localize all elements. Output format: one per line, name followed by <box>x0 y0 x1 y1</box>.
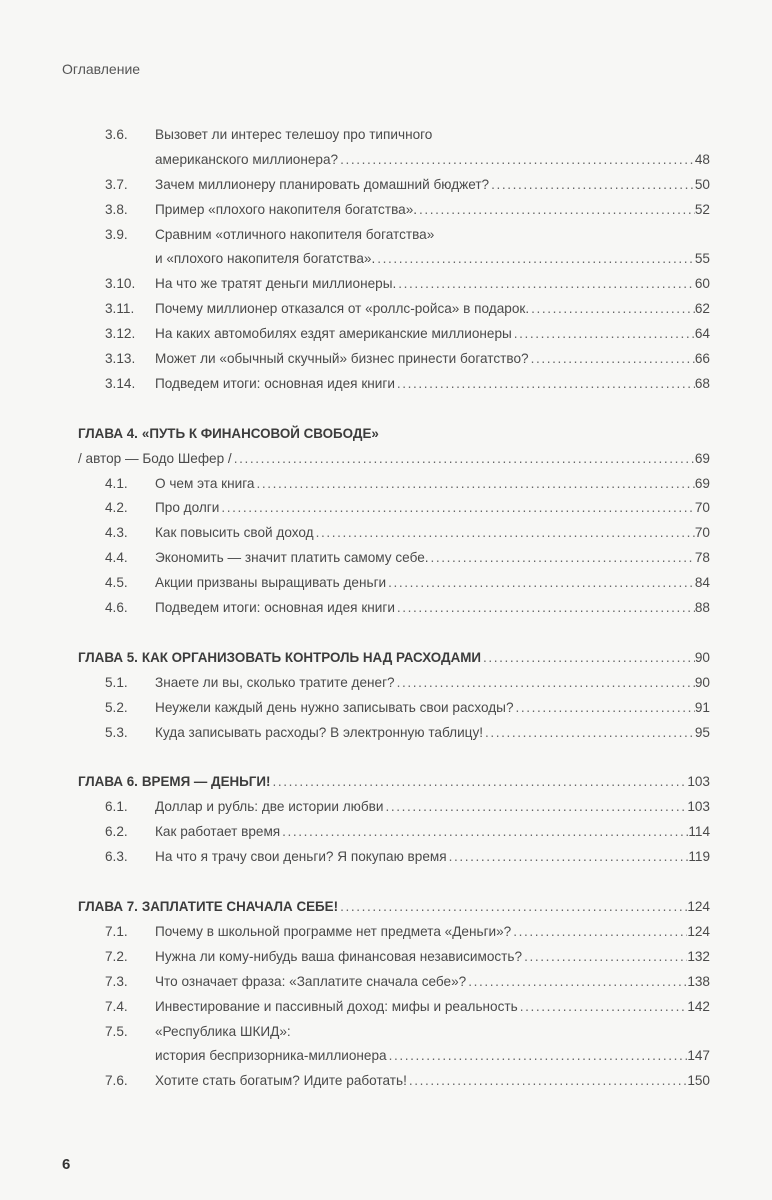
dot-leader <box>522 945 687 970</box>
entry-title: Хотите стать богатым? Идите работать! <box>155 1073 407 1089</box>
entry-wrap <box>155 297 710 322</box>
entry-number: 7.1. <box>105 923 128 939</box>
toc-section <box>0 770 772 870</box>
entry-wrap <box>155 1069 710 1094</box>
entry-page: 52 <box>694 201 710 217</box>
entry-number: 4.6. <box>105 600 128 616</box>
toc-section <box>0 646 772 746</box>
dot-leader <box>396 272 695 297</box>
chapter-heading-wrap <box>78 895 710 920</box>
entry-number: 3.9. <box>105 226 128 242</box>
toc-entry[interactable] <box>0 546 772 571</box>
entry-number: 3.12. <box>105 326 136 342</box>
entry-title: Доллар и рубль: две истории любви <box>155 799 384 815</box>
toc-entry[interactable] <box>0 1069 772 1094</box>
entry-wrap <box>155 845 710 870</box>
dot-leader <box>512 322 695 347</box>
entry-page: 68 <box>694 375 710 391</box>
dot-leader <box>481 646 695 671</box>
entry-page: 119 <box>688 849 710 865</box>
chapter-heading[interactable] <box>0 895 772 920</box>
entry-page: 95 <box>694 724 710 740</box>
dot-leader <box>386 571 695 596</box>
entry-number: 4.5. <box>105 575 128 591</box>
entry-title: Подведем итоги: основная идея книги <box>155 600 395 616</box>
entry-number: 7.5. <box>105 1023 128 1039</box>
page-number: 6 <box>62 1156 71 1173</box>
toc-entry[interactable] <box>0 1020 772 1045</box>
dot-leader <box>280 820 688 845</box>
entry-number: 6.3. <box>105 849 128 865</box>
entry-number: 7.3. <box>105 973 128 989</box>
toc-entry[interactable] <box>0 521 772 546</box>
chapter-title: «ПУТЬ К ФИНАНСОВОЙ СВОБОДЕ» <box>141 425 379 441</box>
entry-number: 7.6. <box>105 1073 128 1089</box>
chapter-label: ГЛАВА 5. <box>78 649 138 665</box>
entry-title: Пример «плохого накопителя богатства». <box>155 201 418 217</box>
entry-page: 64 <box>694 326 710 342</box>
dot-leader <box>447 845 689 870</box>
entry-page: 91 <box>694 699 710 715</box>
dot-leader <box>429 546 695 571</box>
entry-page: 55 <box>694 251 710 267</box>
entry-title: На что же тратят деньги миллионеры. <box>155 276 397 292</box>
toc-entry[interactable] <box>0 322 772 347</box>
entry-number: 5.2. <box>105 699 128 715</box>
entry-page: 124 <box>687 923 710 939</box>
entry-wrap <box>155 970 710 995</box>
entry-wrap <box>155 173 710 198</box>
entry-page: 138 <box>687 973 710 989</box>
chapter-page: 90 <box>694 649 710 665</box>
entry-page: 150 <box>687 1073 710 1089</box>
chapter-author: / автор — Бодо Шефер / <box>78 450 232 466</box>
entry-number: 3.7. <box>105 176 128 192</box>
dot-leader <box>338 895 687 920</box>
chapter-label: ГЛАВА 7. <box>78 899 138 915</box>
toc-entry[interactable] <box>0 671 772 696</box>
dot-leader <box>375 247 695 272</box>
dot-leader <box>219 496 695 521</box>
entry-title: На каких автомобилях ездят американские миллионеры <box>155 326 512 342</box>
chapter-page: 124 <box>687 899 710 915</box>
dot-leader <box>483 721 695 746</box>
entry-wrap <box>155 322 710 347</box>
entry-wrap <box>155 521 710 546</box>
chapter-heading-wrap <box>78 422 710 447</box>
entry-number: 5.1. <box>105 674 128 690</box>
entry-wrap <box>155 571 710 596</box>
entry-number: 4.3. <box>105 525 128 541</box>
dot-leader <box>529 347 695 372</box>
entry-page: 103 <box>687 799 710 815</box>
toc-entry[interactable] <box>0 496 772 521</box>
toc-entry[interactable] <box>0 820 772 845</box>
entry-number: 5.3. <box>105 724 128 740</box>
entry-wrap <box>155 920 710 945</box>
entry-wrap <box>155 496 710 521</box>
toc-entry[interactable] <box>0 845 772 870</box>
entry-page: 48 <box>694 151 710 167</box>
entry-title: «Республика ШКИД»: <box>155 1023 291 1039</box>
entry-wrap <box>155 123 710 148</box>
entry-page: 60 <box>694 276 710 292</box>
toc-entry[interactable] <box>0 247 772 272</box>
entry-page: 90 <box>694 674 710 690</box>
chapter-heading-wrap <box>78 770 710 795</box>
entry-wrap <box>155 198 710 223</box>
entry-title: история беспризорника-миллионера <box>155 1048 387 1064</box>
dot-leader <box>383 795 687 820</box>
running-head: Оглавление <box>62 61 141 77</box>
entry-number: 4.4. <box>105 550 128 566</box>
entry-page: 66 <box>694 351 710 367</box>
entry-page: 132 <box>687 948 710 964</box>
entry-title: Как повысить свой доход <box>155 525 314 541</box>
dot-leader <box>395 596 695 621</box>
table-of-contents <box>0 123 772 1119</box>
dot-leader <box>529 297 695 322</box>
entry-wrap <box>155 347 710 372</box>
toc-entry[interactable] <box>0 347 772 372</box>
entry-title: Почему в школьной программе нет предмета «Деньги»? <box>155 923 512 939</box>
toc-entry[interactable] <box>0 721 772 746</box>
dot-leader <box>511 920 687 945</box>
toc-entry[interactable] <box>0 995 772 1020</box>
dot-leader <box>417 198 695 223</box>
toc-entry[interactable] <box>0 173 772 198</box>
entry-wrap <box>155 546 710 571</box>
entry-page: 142 <box>687 998 710 1014</box>
chapter-page: 103 <box>687 774 710 790</box>
toc-entry[interactable] <box>0 970 772 995</box>
toc-entry[interactable] <box>0 696 772 721</box>
dot-leader <box>314 521 695 546</box>
toc-entry[interactable] <box>0 148 772 173</box>
entry-title: Знаете ли вы, сколько тратите денег? <box>155 674 395 690</box>
entry-number: 3.10. <box>105 276 136 292</box>
entry-title: Неужели каждый день нужно записывать свои расходы? <box>155 699 514 715</box>
entry-number: 7.2. <box>105 948 128 964</box>
entry-wrap <box>155 148 710 173</box>
chapter-title: КАК ОРГАНИЗОВАТЬ КОНТРОЛЬ НАД РАСХОДАМИ <box>141 649 482 665</box>
entry-number: 3.8. <box>105 201 128 217</box>
entry-page: 84 <box>694 575 710 591</box>
entry-page: 70 <box>694 500 710 516</box>
entry-number: 6.1. <box>105 799 128 815</box>
toc-entry[interactable] <box>0 596 772 621</box>
chapter-title: ВРЕМЯ — ДЕНЬГИ! <box>141 774 271 790</box>
toc-entry[interactable] <box>0 372 772 397</box>
chapter-heading-wrap <box>78 646 710 671</box>
toc-section <box>0 422 772 621</box>
chapter-author-line[interactable] <box>0 447 772 472</box>
entry-wrap <box>155 223 710 248</box>
dot-leader <box>489 173 695 198</box>
entry-title: Что означает фраза: «Заплатите сначала себе»? <box>155 973 467 989</box>
entry-wrap <box>155 671 710 696</box>
entry-wrap <box>155 721 710 746</box>
dot-leader <box>338 148 695 173</box>
entry-title: Сравним «отличного накопителя богатства» <box>155 226 435 242</box>
entry-number: 4.1. <box>105 475 128 491</box>
entry-title: О чем эта книга <box>155 475 255 491</box>
entry-wrap <box>155 247 710 272</box>
chapter-heading[interactable] <box>0 646 772 671</box>
entry-title: Зачем миллионеру планировать домашний бюджет? <box>155 176 490 192</box>
entry-wrap <box>155 795 710 820</box>
dot-leader <box>254 472 694 497</box>
toc-entry[interactable] <box>0 123 772 148</box>
entry-wrap <box>155 820 710 845</box>
entry-wrap <box>155 272 710 297</box>
entry-page: 69 <box>694 475 710 491</box>
toc-entry[interactable] <box>0 795 772 820</box>
entry-number: 3.11. <box>105 301 135 317</box>
entry-page: 147 <box>687 1048 710 1064</box>
entry-title: Куда записывать расходы? В электронную таблицу! <box>155 724 484 740</box>
author-wrap <box>78 447 710 472</box>
entry-number: 7.4. <box>105 998 128 1014</box>
entry-title: Вызовет ли интерес телешоу про типичного <box>155 127 433 142</box>
entry-title: Как работает время <box>155 824 281 840</box>
toc-entry[interactable] <box>0 297 772 322</box>
entry-wrap <box>155 596 710 621</box>
chapter-title: ЗАПЛАТИТЕ СНАЧАЛА СЕБЕ! <box>141 899 339 915</box>
entry-title: Нужна ли кому-нибудь ваша финансовая независимость? <box>155 948 523 964</box>
entry-wrap <box>155 995 710 1020</box>
entry-title: Акции призваны выращивать деньги <box>155 575 387 591</box>
dot-leader <box>270 770 687 795</box>
dot-leader <box>395 671 695 696</box>
entry-number: 3.14. <box>105 375 136 391</box>
entry-wrap <box>155 696 710 721</box>
entry-title: Может ли «обычный скучный» бизнес принести богатство? <box>155 351 529 367</box>
entry-page: 78 <box>694 550 710 566</box>
entry-number: 3.6. <box>105 127 128 142</box>
dot-leader <box>395 372 695 397</box>
entry-page: 70 <box>694 525 710 541</box>
chapter-heading[interactable] <box>0 422 772 447</box>
chapter-label: ГЛАВА 4. <box>78 425 138 441</box>
chapter-page: 69 <box>694 450 710 466</box>
dot-leader <box>387 1044 688 1069</box>
toc-entry[interactable] <box>0 223 772 248</box>
entry-wrap <box>155 1020 710 1045</box>
chapter-heading[interactable] <box>0 770 772 795</box>
entry-title: Про долги <box>155 500 220 516</box>
dot-leader <box>518 995 688 1020</box>
entry-title: Инвестирование и пассивный доход: мифы и реальность <box>155 998 518 1014</box>
toc-entry[interactable] <box>0 272 772 297</box>
entry-wrap <box>155 945 710 970</box>
entry-page: 88 <box>694 600 710 616</box>
entry-number: 3.13. <box>105 351 136 367</box>
entry-wrap <box>155 472 710 497</box>
entry-title: и «плохого накопителя богатства». <box>155 251 376 267</box>
dot-leader <box>466 970 687 995</box>
toc-entry[interactable] <box>0 198 772 223</box>
dot-leader <box>407 1069 687 1094</box>
entry-wrap <box>155 1044 710 1069</box>
entry-page: 50 <box>694 176 710 192</box>
entry-number: 6.2. <box>105 824 128 840</box>
dot-leader <box>514 696 695 721</box>
toc-entry[interactable] <box>0 920 772 945</box>
toc-entry[interactable] <box>0 945 772 970</box>
toc-section <box>0 895 772 1094</box>
entry-title: американского миллионера? <box>155 151 339 167</box>
toc-entry[interactable] <box>0 571 772 596</box>
entry-title: Экономить — значит платить самому себе. <box>155 550 429 566</box>
entry-wrap <box>155 372 710 397</box>
entry-title: Подведем итоги: основная идея книги <box>155 375 395 391</box>
dot-leader <box>232 447 695 472</box>
chapter-label: ГЛАВА 6. <box>78 774 138 790</box>
entry-title: Почему миллионер отказался от «роллс-ройса» в подарок. <box>155 301 530 317</box>
toc-section <box>0 123 772 397</box>
entry-title: На что я трачу свои деньги? Я покупаю время <box>155 849 447 865</box>
entry-page: 114 <box>688 824 710 840</box>
entry-page: 62 <box>694 301 710 317</box>
entry-number: 4.2. <box>105 500 128 516</box>
toc-entry[interactable] <box>0 472 772 497</box>
toc-entry[interactable] <box>0 1044 772 1069</box>
